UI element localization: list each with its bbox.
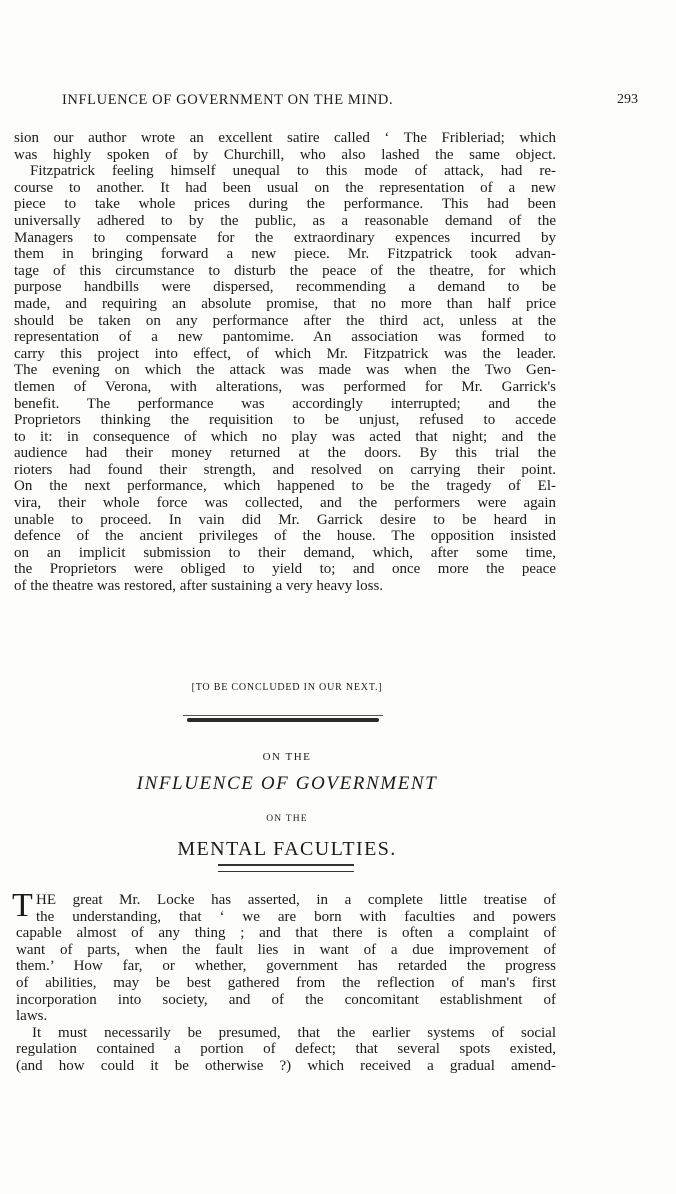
text-line: Managers to compensate for the extraordinary expences incurred by bbox=[14, 229, 556, 246]
article-kicker-2: ON THE bbox=[266, 814, 308, 824]
text-line: on an implicit submission to their demand, which, after some time, bbox=[14, 544, 556, 561]
new-article-body bbox=[16, 892, 556, 1075]
text-line: them in bringing forward a new piece. Mr. Fitzpatrick took advan- bbox=[14, 246, 556, 263]
to-be-concluded-note: [TO BE CONCLUDED IN OUR NEXT.] bbox=[191, 682, 383, 693]
text-line: carry this project into effect, of which Mr. Fitzpatrick was the leader. bbox=[14, 345, 556, 362]
text-line: laws. bbox=[16, 1008, 48, 1025]
running-title: INFLUENCE OF GOVERNMENT ON THE MIND. bbox=[62, 92, 394, 108]
text-line: sion our author wrote an excellent satire called ‘ The Fribleriad; which bbox=[14, 130, 556, 146]
text-line: made, and requiring an absolute promise, that no more than half price bbox=[14, 295, 556, 312]
text-line: the understanding, that ‘ we are born with faculties and powers bbox=[36, 908, 556, 925]
text-line: defence of the ancient privileges of the house. The opposition insisted bbox=[14, 528, 556, 545]
text-line: purpose handbills were dispersed, recommending a demand to be bbox=[14, 279, 556, 296]
text-line: capable almost of any thing ; and that there is often a complaint of bbox=[16, 925, 556, 942]
text-line: representation of a new pantomime. An association was formed to bbox=[14, 329, 556, 346]
text-line: HE great Mr. Locke has asserted, in a complete little treatise of bbox=[36, 892, 556, 908]
text-line: want of parts, when the fault lies in want of a due improvement of bbox=[16, 941, 556, 958]
text-line: The evening on which the attack was made was when the Two Gen- bbox=[14, 362, 556, 379]
text-line: universally adhered to by the public, as a reasonable demand of the bbox=[14, 212, 556, 229]
text-line: should be taken on any performance after the third act, unless at the bbox=[14, 312, 556, 329]
section-divider bbox=[187, 718, 379, 722]
title-rule bbox=[218, 864, 354, 872]
article-title: INFLUENCE OF GOVERNMENT bbox=[136, 773, 438, 794]
drop-cap: T bbox=[12, 887, 33, 924]
text-line: to it: in consequence of which no play was acted that night; and the bbox=[14, 428, 556, 445]
text-line: the Proprietors were obliged to yield to; and once more the peace bbox=[14, 561, 556, 578]
article-subtitle: MENTAL FACULTIES. bbox=[177, 838, 397, 860]
text-line: Fitzpatrick feeling himself unequal to this mode of attack, had re- bbox=[30, 163, 556, 180]
text-line: was highly spoken of by Churchill, who also lashed the same object. bbox=[14, 146, 556, 163]
text-line: of the theatre was restored, after sustaining a very heavy loss. bbox=[14, 578, 384, 595]
text-line: On the next performance, which happened to be the tragedy of El- bbox=[14, 478, 556, 495]
text-line: regulation contained a portion of defect; that several spots existed, bbox=[16, 1041, 556, 1058]
running-head bbox=[18, 92, 658, 112]
text-line: of abilities, may be best gathered from the reflection of man's first bbox=[16, 974, 556, 991]
text-line: audience had their money returned at the doors. By this trial the bbox=[14, 445, 556, 462]
text-line: It must necessarily be presumed, that the earlier systems of social bbox=[32, 1024, 556, 1041]
text-line: tlemen of Verona, with alterations, was performed for Mr. Garrick's bbox=[14, 378, 556, 395]
text-line: (and how could it be otherwise ?) which received a gradual amend- bbox=[16, 1057, 556, 1074]
text-line: rioters had found their strength, and resolved on carrying their point. bbox=[14, 461, 556, 478]
article-kicker: ON THE bbox=[262, 751, 312, 763]
text-line: them.’ How far, or whether, government has retarded the progress bbox=[16, 958, 556, 975]
text-line: vira, their whole force was collected, and the performers were again bbox=[14, 495, 556, 512]
text-line: benefit. The performance was accordingly interrupted; and the bbox=[14, 395, 556, 412]
text-line: course to another. It had been usual on the representation of a new bbox=[14, 179, 556, 196]
text-line: piece to take whole prices during the performance. This had been bbox=[14, 196, 556, 213]
continued-article-body bbox=[14, 130, 556, 595]
text-line: Proprietors thinking the requisition to be unjust, refused to accede bbox=[14, 412, 556, 429]
text-line: incorporation into society, and of the concomitant establishment of bbox=[16, 991, 556, 1008]
text-line: tage of this circumstance to disturb the peace of the theatre, for which bbox=[14, 262, 556, 279]
page-number: 293 bbox=[617, 92, 638, 107]
text-line: unable to proceed. In vain did Mr. Garrick desire to be heard in bbox=[14, 511, 556, 528]
